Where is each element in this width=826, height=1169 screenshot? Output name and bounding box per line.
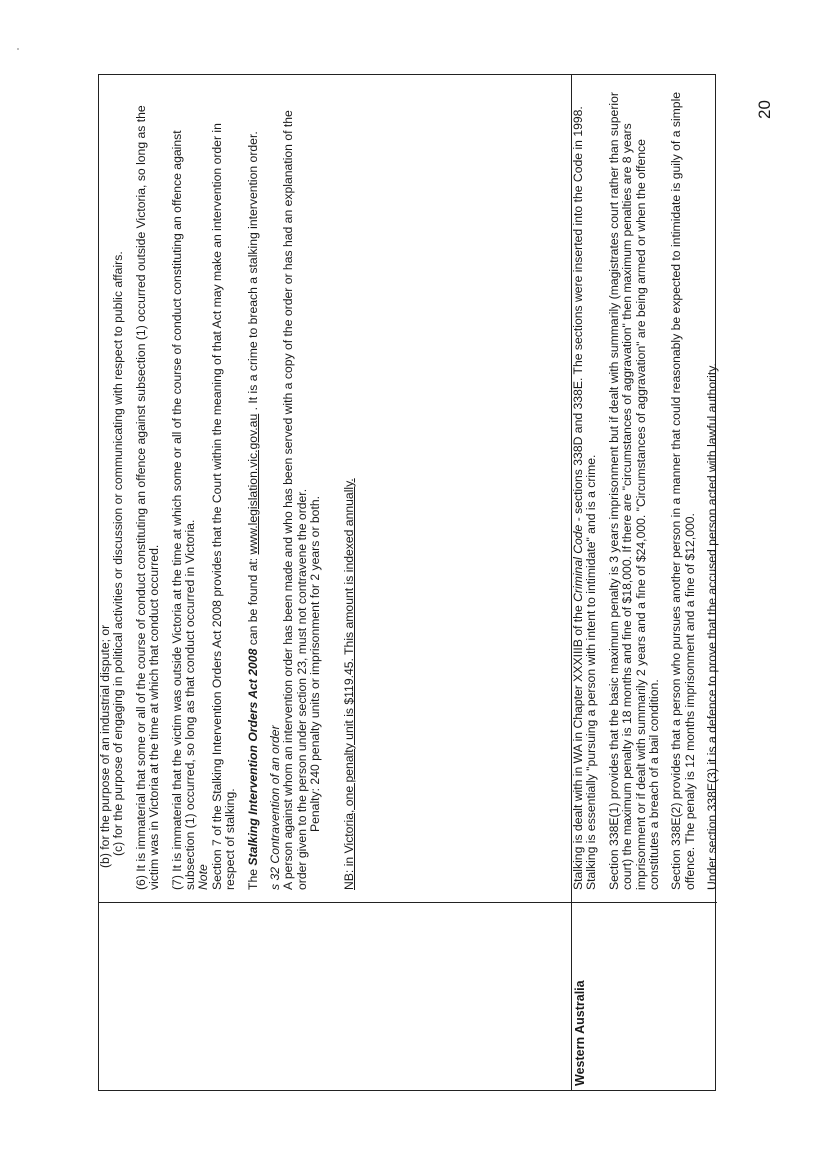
note-text: Section 7 of the Stalking Intervention Orders Act 2008 provides that the Court within the meaning of that Act may make an intervention order in respect of stalking. xyxy=(209,123,238,890)
content-cell xyxy=(99,75,571,902)
wa-paragraph-2: Section 338E(1) provides that the basic maximum penalty is 3 years imprisonment but if dealt with summarily (magistrates court rather than superior court) the maximum penalty is 18 months and fine of $18,000. If there are "circumstances of aggravation" then maximum penalties are 8 years imprisonment or if dealt with summarily 2 years and a fine of $24,000. "Circumstances of aggravation" are being armed or when the offence constitutes a breach of a bail condition. xyxy=(606,92,662,890)
subsection-6: (6) It is immaterial that some or all of the course of conduct constituting an offence against subsection (1) occurred outside Victoria, so long as the victim was in Victoria at the time at which that conduct occurred. xyxy=(133,105,162,890)
penalty-unit-note: NB: in Victoria, one penalty unit is $119.45. This amount is indexed annually. xyxy=(341,478,356,890)
subsection-7: (7) It is immaterial that the victim was outside Victoria at the time at which some or all of the course of conduct constituting an offence against subsection (1) occurred, so long as that conduct occurred in Victoria. xyxy=(169,130,198,890)
wa-paragraph-4: Under section 338E(3) it is a defence to prove that the accused person acted with lawful authority. xyxy=(705,363,720,890)
clause-c: (c) for the purpose of engaging in political activities or discussion or communicating with respect to public affairs. xyxy=(111,251,126,856)
jurisdiction-cell xyxy=(99,902,571,1090)
table-row-western-australia xyxy=(571,75,720,1090)
criminal-code-title: Criminal Code xyxy=(571,524,585,602)
clause-b: (b) for the purpose of an industrial dispute; or xyxy=(98,624,112,868)
wa-paragraph-1: Stalking is dealt with in WA in Chapter XXXIIIB of the Criminal Code - sections 338D and 338E. The sections were inserted into the Code in 1998. Stalking is essentially "pursuing a person with intent to intimidate" and is a crime. xyxy=(571,106,599,890)
act-name: Stalking Intervention Orders Act 2008 xyxy=(245,648,260,866)
wa-paragraph-3: Section 338E(2) provides that a person who pursues another person in a manner that could reasonably be expected to intimidate is guily of a simple offence. The penaly is 12 months imprisonment and a fine of $12,000. xyxy=(669,91,697,890)
s32-penalty: Penalty: 240 penalty units or imprisonment for 2 years or both. xyxy=(308,495,323,832)
act-paragraph: The Stalking Intervention Orders Act 2008 can be found at: www.legislation.vic.gov.au . It is a crime to breach a stalking intervention order. xyxy=(245,131,260,890)
s32-heading: s 32 Contravention of an order xyxy=(268,725,283,890)
content-cell xyxy=(571,75,720,902)
legislation-link[interactable]: www.legislation.vic.gov.au xyxy=(245,413,260,555)
table-row-victoria xyxy=(99,75,572,1090)
note-heading: Note xyxy=(196,864,211,890)
page-number: 20 xyxy=(755,100,774,119)
legislation-table xyxy=(98,74,720,1091)
s32-text: A person against whom an intervention order has been made and who has been served with a copy of the order or has had an explanation of the order given to the person under section 23, must not contravene the order. xyxy=(281,110,309,890)
jurisdiction-cell: Western Australia xyxy=(572,902,717,1090)
